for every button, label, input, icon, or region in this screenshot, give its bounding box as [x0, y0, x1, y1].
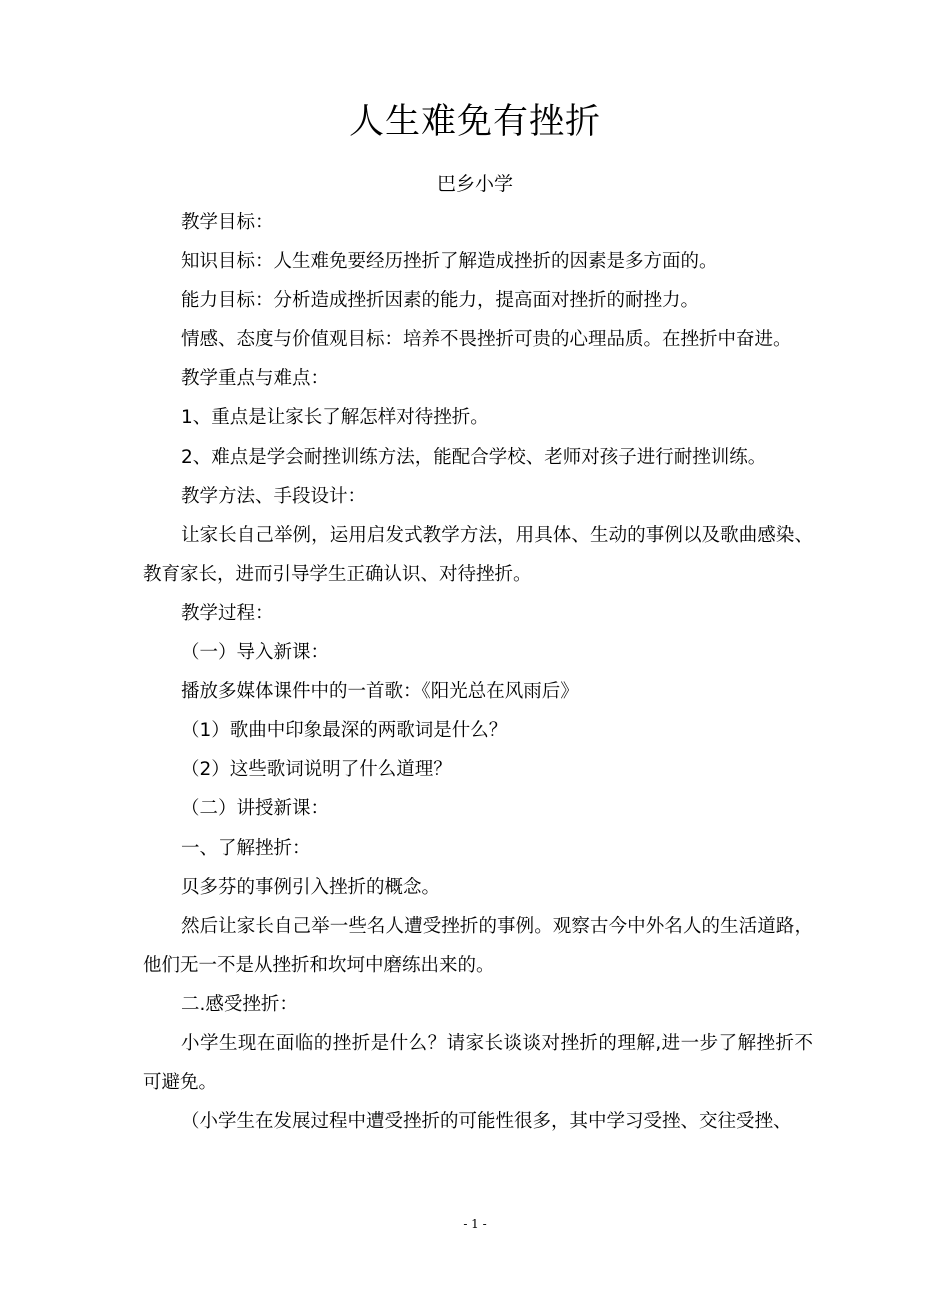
- part-heading-understand: 一、了解挫折：: [181, 837, 311, 859]
- students-development-paragraph: （小学生在发展过程中遭受挫折的可能性很多，其中学习受挫、交往受挫、: [181, 1111, 792, 1133]
- section-heading-key-points: 教学重点与难点：: [181, 368, 330, 390]
- section-heading-methods: 教学方法、手段设计：: [181, 485, 367, 507]
- ability-objective: 能力目标：分析造成挫折因素的能力，提高面对挫折的耐挫力。: [181, 290, 700, 312]
- part-heading-experience: 二.感受挫折：: [181, 993, 298, 1015]
- famous-people-paragraph: 然后让家长自己举一些名人遭受挫折的事例。观察古今中外名人的生活道路，他们无一不是从挫折和坎坷中磨练出来的。: [143, 915, 813, 976]
- key-point-2: 2、难点是学会耐挫训练方法，能配合学校、老师对孩子进行耐挫训练。: [181, 446, 767, 468]
- methods-paragraph: 让家长自己举例，运用启发式教学方法，用具体、生动的事例以及歌曲感染、教育家长，进而引导学生正确认识、对待挫折。: [143, 524, 813, 585]
- students-frustration-paragraph: 小学生现在面临的挫折是什么？请家长谈谈对挫折的理解,进一步了解挫折不可避免。: [143, 1032, 813, 1094]
- question-2: （2）这些歌词说明了什么道理？: [181, 759, 452, 781]
- beethoven-paragraph: 贝多芬的事例引入挫折的概念。: [181, 876, 441, 898]
- knowledge-objective: 知识目标：人生难免要经历挫折了解造成挫折的因素是多方面的。: [181, 251, 718, 273]
- document-author: 巴乡小学: [436, 173, 513, 195]
- subsection-intro: （一）导入新课：: [181, 642, 330, 664]
- page-number: - 1 -: [463, 1217, 487, 1231]
- subsection-new-lesson: （二）讲授新课：: [181, 798, 330, 820]
- section-heading-process: 教学过程：: [181, 602, 274, 624]
- song-paragraph: 播放多媒体课件中的一首歌：《阳光总在风雨后》: [181, 681, 579, 703]
- section-heading-objectives: 教学目标：: [181, 212, 274, 233]
- attitude-objective: 情感、态度与价值观目标：培养不畏挫折可贵的心理品质。在挫折中奋进。: [181, 329, 792, 351]
- document-body: [143, 203, 813, 1141]
- document-title: 人生难免有挫折: [348, 102, 601, 142]
- question-1: （1）歌曲中印象最深的两歌词是什么？: [181, 720, 508, 742]
- key-point-1: 1、重点是让家长了解怎样对待挫折。: [181, 407, 489, 429]
